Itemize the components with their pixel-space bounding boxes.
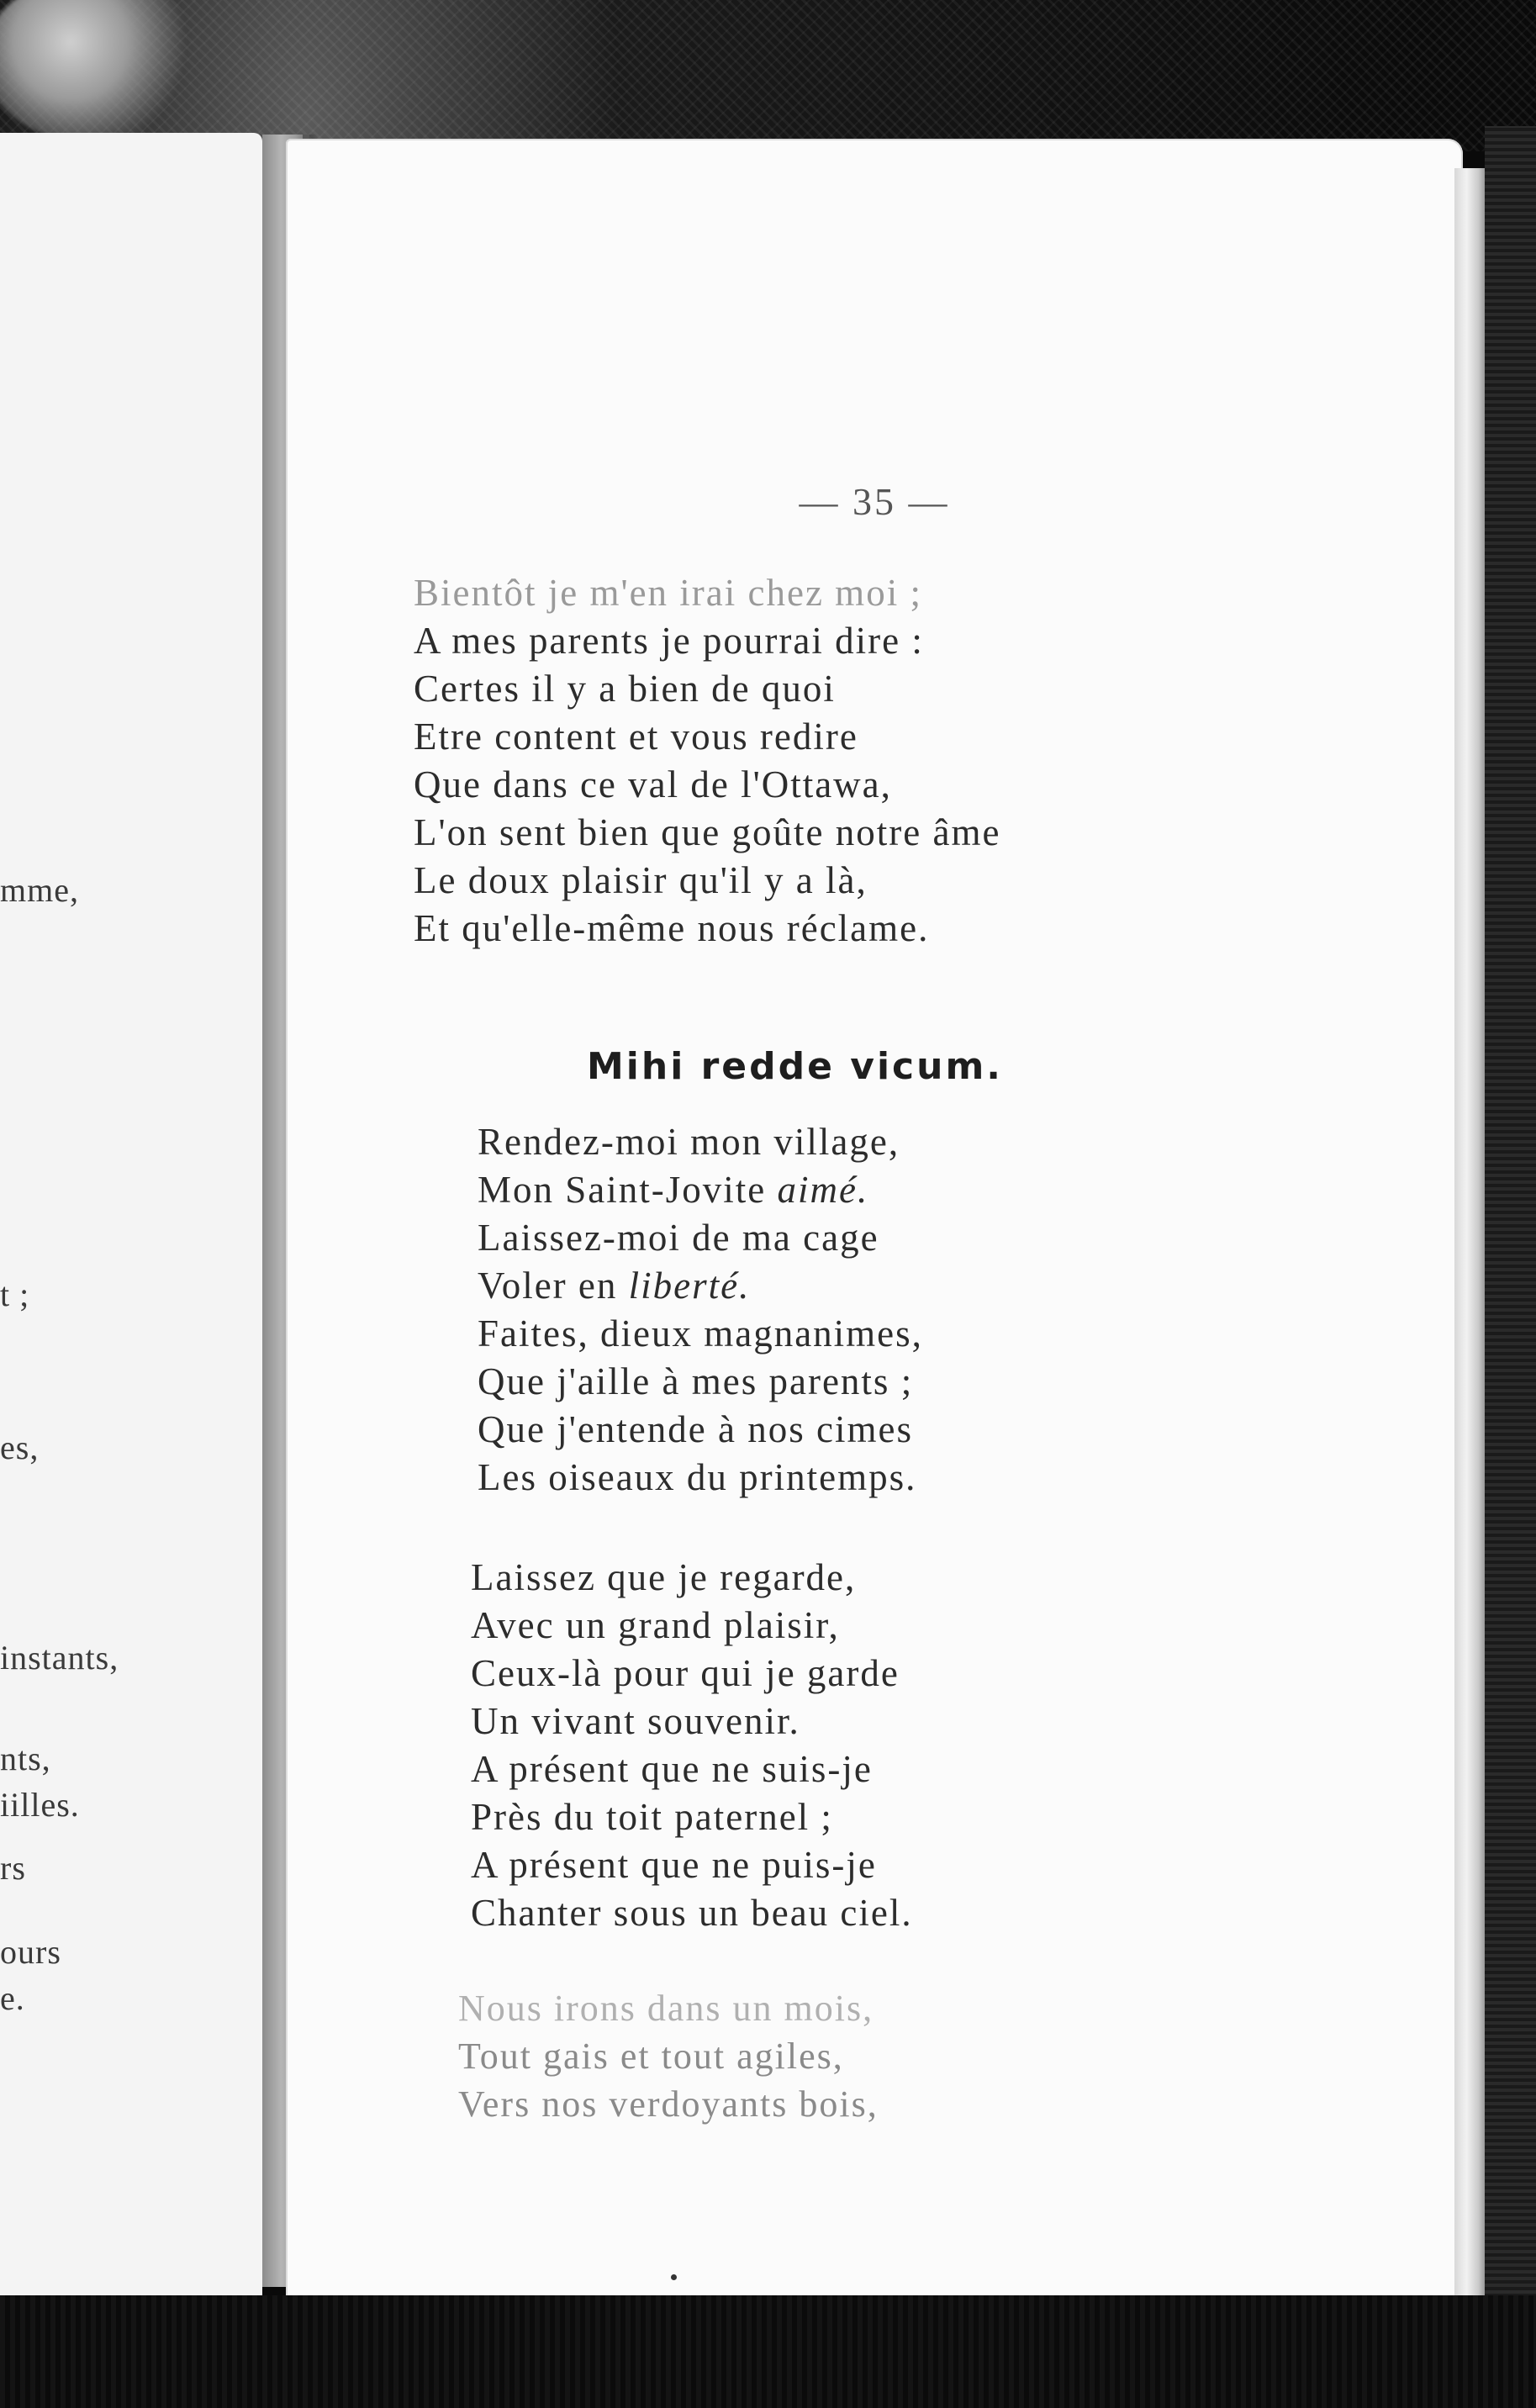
verse-text: Mon Saint-Jovite xyxy=(478,1169,778,1211)
verse-line: Que j'entende à nos cimes xyxy=(478,1408,913,1450)
opening-stanza xyxy=(414,569,1000,953)
verse-line: L'on sent bien que goûte notre âme xyxy=(414,811,1001,853)
poem-stanza-2 xyxy=(471,1554,913,1937)
verse-line: Chanter sous un beau ciel. xyxy=(471,1892,913,1934)
verse-line: A mes parents je pourrai dire : xyxy=(414,620,924,662)
poem-stanza-1 xyxy=(478,1118,923,1502)
left-page-fragment: e. xyxy=(0,1979,25,2017)
left-page-fragment: nts, xyxy=(0,1740,51,1777)
verse-line: Rendez-moi mon village, xyxy=(478,1121,900,1163)
verse-line: Certes il y a bien de quoi xyxy=(414,668,836,710)
verse-line: Ceux-là pour qui je garde xyxy=(471,1652,900,1694)
verse-line xyxy=(478,1262,923,1310)
verse-italic-text: aimé. xyxy=(777,1169,869,1211)
verse-line: Près du toit paternel ; xyxy=(471,1796,833,1838)
page-number: — 35 — xyxy=(799,480,950,523)
left-page xyxy=(0,133,262,2302)
left-page-fragment: es, xyxy=(0,1428,40,1466)
verse-line: Laissez que je regarde, xyxy=(471,1556,857,1598)
verse-line: Tout gais et tout agiles, xyxy=(458,2036,844,2077)
verse-line xyxy=(478,1166,923,1214)
verse-line: Avec un grand plaisir, xyxy=(471,1604,840,1646)
verse-line: Et qu'elle-même nous réclame. xyxy=(414,907,930,949)
poem-stanza-3 xyxy=(458,1984,879,2128)
verse-line: Que j'aille à mes parents ; xyxy=(478,1360,914,1402)
left-page-fragment: t ; xyxy=(0,1275,30,1313)
verse-italic-text: liberté. xyxy=(628,1265,751,1307)
left-page-fragment: mme, xyxy=(0,871,79,909)
left-page-fragment: iilles. xyxy=(0,1786,80,1824)
verse-line: Etre content et vous redire xyxy=(414,716,858,758)
verse-line: Laissez-moi de ma cage xyxy=(478,1217,879,1259)
ink-dot xyxy=(671,2274,677,2280)
verse-line: Le doux plaisir qu'il y a là, xyxy=(414,859,868,901)
right-page xyxy=(286,139,1463,2325)
page-block-edge xyxy=(1454,168,1485,2321)
verse-text: Voler en xyxy=(478,1265,629,1307)
left-page-fragment: instants, xyxy=(0,1639,119,1677)
poem-title: Mihi redde vicum. xyxy=(587,1045,1004,1088)
left-page-fragment: rs xyxy=(0,1849,26,1887)
cover-cloth-bottom xyxy=(0,2295,1536,2408)
verse-line: Faites, dieux magnanimes, xyxy=(478,1312,923,1354)
verse-line: Que dans ce val de l'Ottawa, xyxy=(414,763,892,805)
verse-line: Bientôt je m'en irai chez moi ; xyxy=(414,572,922,614)
verse-line: Un vivant souvenir. xyxy=(471,1700,800,1742)
verse-line: A présent que ne puis-je xyxy=(471,1844,877,1886)
verse-line: Vers nos verdoyants bois, xyxy=(458,2083,879,2125)
verse-line: Nous irons dans un mois, xyxy=(458,1988,874,2029)
cover-cloth-top xyxy=(0,0,1536,151)
verse-line: Les oiseaux du printemps. xyxy=(478,1456,917,1498)
left-page-fragment: ours xyxy=(0,1933,61,1971)
cover-edge xyxy=(1485,126,1536,2408)
verse-line: A présent que ne suis-je xyxy=(471,1748,873,1790)
